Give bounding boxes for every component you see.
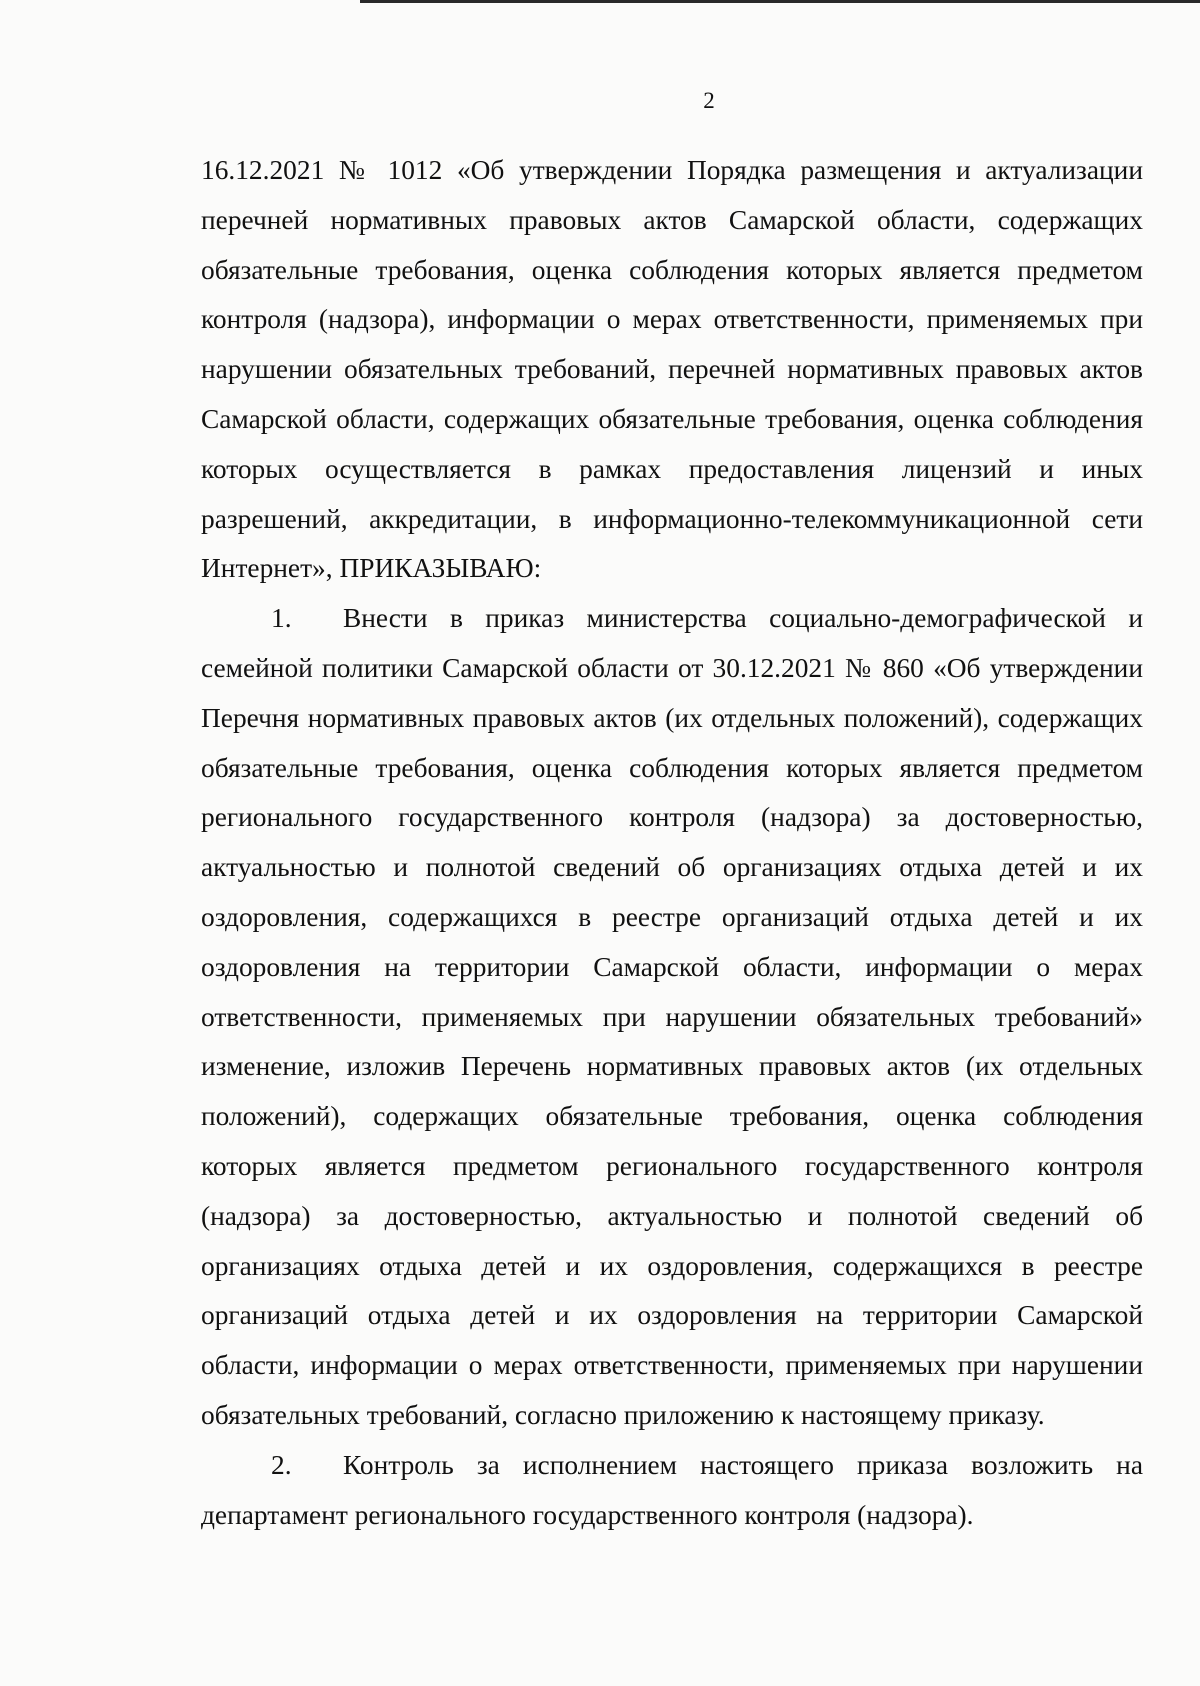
page-number: 2 [703, 88, 715, 113]
item-2-paragraph [201, 1441, 1143, 1541]
item-2-number: 2. [271, 1449, 292, 1480]
item-2-text: Контроль за исполнением настоящего приказа возложить на департамент регионального государственного контроля (надзора). [201, 1449, 1143, 1530]
item-1-number: 1. [271, 603, 292, 634]
item-1-paragraph [201, 594, 1143, 1441]
intro-paragraph: 16.12.2021 № 1012 «Об утверждении Порядка размещения и актуализации перечней нормативных правовых актов Самарской области, содержащих обязательные требования, оценка соблюдения которых является предметом контроля (надзора), информации о мерах ответственности, применяемых при нарушении обязательных требований, перечней нормативных правовых актов Самарской области, содержащих обязательные требования, оценка соблюдения которых осуществляется в рамках предоставления лицензий и иных разрешений, аккредитации, в информационно-телекоммуникационной сети Интернет», ПРИКАЗЫВАЮ: [201, 155, 1143, 584]
item-1-text: Внести в приказ министерства социально-демографической и семейной политики Самарской области от 30.12.2021 № 860 «Об утверждении Перечня нормативных правовых актов (их отдельных положений), содержащих обязательные требования, оценка соблюдения которых является предметом регионального государственного контроля (надзора) за достоверностью, актуальностью и полнотой сведений об организациях отдыха детей и их оздоровления, содержащихся в реестре организаций отдыха детей и их оздоровления на территории Самарской области, информации о мерах ответственности, применяемых при нарушении обязательных требований» изменение, изложив Перечень нормативных правовых актов (их отдельных положений), содержащих обязательные требования, оценка соблюдения которых является предметом регионального государственного контроля (надзора) за достоверностью, актуальностью и полнотой сведений об организациях отдыха детей и их оздоровления, содержащихся в реестре организаций отдыха детей и их оздоровления на территории Самарской области, информации о мерах ответственности, применяемых при нарушении обязательных требований, согласно приложению к настоящему приказу. [201, 603, 1143, 1430]
top-border-line [360, 0, 1200, 3]
document-body [201, 146, 1143, 1540]
